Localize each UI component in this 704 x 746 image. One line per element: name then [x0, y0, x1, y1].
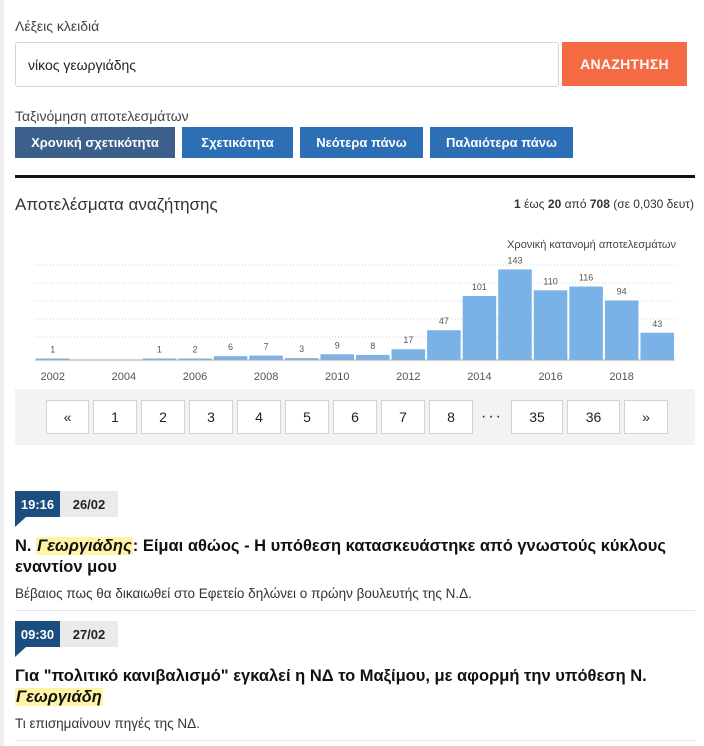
chart-tick-label: 2006	[182, 371, 208, 383]
chart-bar	[534, 290, 568, 360]
sort-relevance-button[interactable]: Σχετικότητα	[182, 127, 293, 158]
chart-tick-label: 2014	[467, 371, 492, 383]
chart-data-label: 6	[228, 342, 234, 353]
chart-data-label: 101	[471, 282, 487, 293]
chart-data-label: 116	[578, 272, 594, 283]
chart-title: Χρονική κατανομή αποτελεσμάτων	[507, 239, 676, 251]
results-to: 20	[547, 197, 562, 211]
pagination-prev-button[interactable]: «	[46, 400, 89, 434]
page-button-35[interactable]: 35	[511, 400, 563, 434]
chart-tick-label: 2002	[40, 371, 66, 383]
chart-data-label: 1	[50, 344, 56, 355]
page-button-5[interactable]: 5	[285, 400, 329, 434]
article-summary: Βέβαιος πως θα δικαιωθεί στο Εφετείο δηλώνει ο πρώην βουλευτής της Ν.Δ.	[15, 586, 472, 601]
article-date: 27/02	[60, 621, 118, 647]
sort-label: Ταξινόμηση αποτελεσμάτων	[15, 108, 189, 124]
chart-data-label: 7	[263, 341, 269, 352]
chart-bar	[640, 333, 674, 360]
article-summary: Τι επισημαίνουν πηγές της ΝΔ.	[15, 716, 200, 731]
search-button[interactable]: ΑΝΑΖΗΤΗΣΗ	[562, 42, 687, 86]
results-from: 1	[514, 197, 521, 211]
page-button-7[interactable]: 7	[381, 400, 425, 434]
chart-data-label: 9	[334, 340, 340, 351]
sort-chrono-relevance-button[interactable]: Χρονική σχετικότητα	[15, 127, 175, 158]
chart-data-label: 143	[507, 255, 523, 266]
article-item[interactable]	[15, 621, 695, 731]
chart-tick-label: 2004	[111, 371, 137, 383]
chart-tick-label: 2010	[324, 371, 350, 383]
chart-bar	[498, 269, 532, 360]
chart-tick-label: 2012	[396, 371, 421, 383]
chart-data-label: 8	[370, 340, 376, 351]
sort-options	[15, 127, 580, 158]
chart-data-label: 2	[192, 344, 198, 355]
chart-bar	[463, 296, 497, 360]
page-button-8[interactable]: 8	[429, 400, 473, 434]
chart-bar	[605, 300, 639, 360]
chart-bar	[569, 287, 603, 360]
timeline-chart	[30, 255, 680, 385]
chart-tick-label: 2018	[609, 371, 634, 383]
pagination-ellipsis: ···	[481, 408, 503, 425]
keywords-label: Λέξεις κλειδιά	[15, 18, 100, 34]
results-of-sep: από	[564, 197, 587, 211]
article-title-pre: Για "πολιτικό κανιβαλισμό" εγκαλεί η ΝΔ το Μαξίμου, με αφορμή την υπόθεση Ν.	[15, 667, 647, 685]
chart-bar	[214, 356, 248, 360]
chart-data-label: 3	[299, 344, 305, 355]
pagination-next-button[interactable]: »	[624, 400, 668, 434]
chart-bar	[249, 356, 283, 360]
sort-oldest-first-button[interactable]: Παλαιότερα πάνω	[430, 127, 573, 158]
chart-tick-label: 2008	[253, 371, 279, 383]
article-separator	[15, 740, 695, 741]
chart-data-label: 17	[403, 335, 414, 346]
chart-bar	[356, 355, 390, 360]
article-title-post: : Είμαι αθώος - Η υπόθεση κατασκευάστηκε από γνωστούς κύκλους εναντίον μου	[15, 537, 666, 576]
results-count	[514, 197, 694, 211]
sort-newest-first-button[interactable]: Νεότερα πάνω	[300, 127, 423, 158]
results-title: Αποτελέσματα αναζήτησης	[15, 195, 218, 214]
page-button-36[interactable]: 36	[567, 400, 620, 434]
article-title-highlight: Γεωργιάδη	[16, 688, 102, 706]
results-time: (σε 0,030 δευτ)	[613, 197, 694, 211]
chart-data-label: 43	[652, 318, 663, 329]
chart-data-label: 110	[543, 276, 558, 287]
article-time: 19:16	[15, 491, 60, 517]
section-divider	[15, 175, 695, 178]
chart-data-label: 1	[156, 344, 162, 355]
chart-data-label: 47	[438, 316, 449, 327]
chart-bar	[427, 330, 461, 360]
article-title-pre: Ν.	[15, 537, 37, 555]
results-from-sep: έως	[524, 197, 545, 211]
page-left-edge	[0, 0, 4, 746]
article-item[interactable]	[15, 491, 695, 601]
article-title-link[interactable]	[15, 666, 675, 708]
page-button-3[interactable]: 3	[189, 400, 233, 434]
search-input[interactable]	[15, 42, 559, 87]
article-separator	[15, 610, 695, 611]
pagination-bar	[15, 389, 695, 445]
chart-tick-label: 2016	[538, 371, 563, 383]
article-title-link[interactable]	[15, 536, 675, 578]
chart-bar	[392, 349, 426, 360]
article-date: 26/02	[60, 491, 118, 517]
chart-bar	[320, 354, 354, 360]
article-time: 09:30	[15, 621, 60, 647]
article-tag-row	[15, 621, 695, 647]
page-button-6[interactable]: 6	[333, 400, 377, 434]
article-tag-row	[15, 491, 695, 517]
page-button-2[interactable]: 2	[141, 400, 185, 434]
page-button-4[interactable]: 4	[237, 400, 281, 434]
pagination	[46, 400, 672, 434]
article-title-highlight: Γεωργιάδης	[37, 537, 132, 555]
results-total: 708	[589, 197, 610, 211]
chart-data-label: 94	[616, 286, 627, 297]
page-button-1[interactable]: 1	[93, 400, 137, 434]
